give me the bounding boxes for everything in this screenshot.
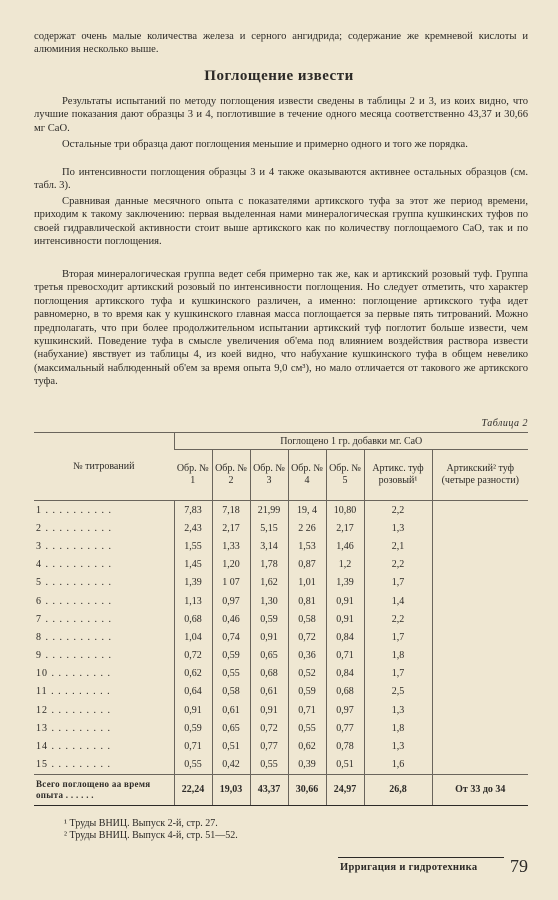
row-label: 8 . . . . . . . . . . <box>36 631 112 643</box>
section-title: Поглощение извести <box>204 68 354 84</box>
table-cell: 0,65 <box>250 647 288 665</box>
column-header: Обр. № 5 <box>326 450 364 501</box>
table-cell: 1,3 <box>364 701 432 719</box>
table-cell: 5,15 <box>250 519 288 537</box>
absorption-table <box>34 432 528 806</box>
table-cell <box>432 737 528 755</box>
table-cell <box>432 574 528 592</box>
paragraph-2: Остальные три образца дают поглощения меньшие и примерно одного и того же порядка. <box>62 139 468 150</box>
table-cell: 1,7 <box>364 665 432 683</box>
table-cell: 0,64 <box>174 683 212 701</box>
row-label: 14 . . . . . . . . . <box>36 741 111 753</box>
table-row <box>34 737 528 755</box>
column-header: Обр. № 1 <box>174 450 212 501</box>
row-label: 15 . . . . . . . . . <box>36 759 111 771</box>
table-cell: 0,61 <box>250 683 288 701</box>
table-cell: 0,84 <box>326 665 364 683</box>
table-cell: 1,7 <box>364 628 432 646</box>
table-cell: 1,2 <box>326 556 364 574</box>
table-cell: 2,2 <box>364 501 432 520</box>
column-header: Обр. № 2 <box>212 450 250 501</box>
table-cell: 0,91 <box>250 701 288 719</box>
row-label: 10 . . . . . . . . . <box>36 668 111 680</box>
table-cell: 0,55 <box>250 756 288 775</box>
table-cell: 1,78 <box>250 556 288 574</box>
footnote-1: ¹ Труды ВНИЦ. Выпуск 2-й, стр. 27. <box>64 818 218 829</box>
column-header: Артикс. туф розовый¹ <box>364 450 432 501</box>
table-cell: 1,04 <box>174 628 212 646</box>
table-cell: 1,30 <box>250 592 288 610</box>
table-cell: 0,59 <box>288 683 326 701</box>
table-cell: 1,55 <box>174 537 212 555</box>
table-cell: 0,72 <box>174 647 212 665</box>
table-cell: 1,39 <box>326 574 364 592</box>
table-cell: 2,5 <box>364 683 432 701</box>
table-cell: 0,97 <box>212 592 250 610</box>
table-row <box>34 537 528 555</box>
table-cell: 10,80 <box>326 501 364 520</box>
table-row <box>34 592 528 610</box>
table-row <box>34 628 528 646</box>
table-cell: 7,83 <box>174 501 212 520</box>
table-cell <box>432 592 528 610</box>
table-cell: 0,91 <box>326 610 364 628</box>
table-cell: 1,7 <box>364 574 432 592</box>
table-cell: 0,91 <box>326 592 364 610</box>
paragraph-1: Результаты испытаний по методу поглощения извести сведены в таблицы 2 и 3, из коих видно, что лучшие показания дают образцы 3 и 4, поглотившие в течение одного месяца соответственно 43,37 и 30,66 мг CaO. <box>34 96 528 134</box>
table-cell: 0,77 <box>250 737 288 755</box>
table-cell: 1,6 <box>364 756 432 775</box>
total-cell: 19,03 <box>212 774 250 805</box>
table-cell: 0,55 <box>174 756 212 775</box>
row-label: 6 . . . . . . . . . . <box>36 595 112 607</box>
total-cell: 43,37 <box>250 774 288 805</box>
total-cell: 30,66 <box>288 774 326 805</box>
table-cell: 0,77 <box>326 719 364 737</box>
row-label: 1 . . . . . . . . . . <box>36 504 112 516</box>
table-cell: 19, 4 <box>288 501 326 520</box>
footer-rule <box>338 857 504 858</box>
table-cell: 2,17 <box>326 519 364 537</box>
table-row <box>34 701 528 719</box>
row-label: 7 . . . . . . . . . . <box>36 613 112 625</box>
table-cell: 0,84 <box>326 628 364 646</box>
table-cell: 1,53 <box>288 537 326 555</box>
table-cell: 0,39 <box>288 756 326 775</box>
row-label: 13 . . . . . . . . . <box>36 722 111 734</box>
table-cell: 0,71 <box>326 647 364 665</box>
table-row <box>34 556 528 574</box>
row-label: 3 . . . . . . . . . . <box>36 540 112 552</box>
total-cell: 22,24 <box>174 774 212 805</box>
table-cell: 0,52 <box>288 665 326 683</box>
table-row <box>34 665 528 683</box>
table-cell <box>432 519 528 537</box>
table-cell: 1,33 <box>212 537 250 555</box>
table-row <box>34 756 528 775</box>
table-cell: 0,59 <box>212 647 250 665</box>
table-cell: 0,59 <box>250 610 288 628</box>
column-header: Обр. № 4 <box>288 450 326 501</box>
table-cell: 2,1 <box>364 537 432 555</box>
row-label: 4 . . . . . . . . . . <box>36 559 112 571</box>
table-cell: 0,59 <box>174 719 212 737</box>
table-cell: 0,74 <box>212 628 250 646</box>
table-cell: 2,2 <box>364 610 432 628</box>
table-row <box>34 719 528 737</box>
table-cell: 1 07 <box>212 574 250 592</box>
table-cell: 1,8 <box>364 647 432 665</box>
table-cell: 1,4 <box>364 592 432 610</box>
table-cell: 0,91 <box>174 701 212 719</box>
table-cell: 1,01 <box>288 574 326 592</box>
table-body <box>34 501 528 806</box>
paragraph-3: По интенсивности поглощения образцы 3 и 4 также оказываются активнее остальных образцов (см. табл. 3). <box>34 167 528 192</box>
table-cell: 0,58 <box>288 610 326 628</box>
table-cell: 7,18 <box>212 501 250 520</box>
table-cell: 0,97 <box>326 701 364 719</box>
table-cell: 0,72 <box>250 719 288 737</box>
total-row <box>34 774 528 805</box>
total-cell: От 33 до 34 <box>432 774 528 805</box>
table-cell: 0,46 <box>212 610 250 628</box>
table-cell <box>432 610 528 628</box>
table-cell: 2,2 <box>364 556 432 574</box>
row-label: 5 . . . . . . . . . . <box>36 577 112 589</box>
table-cell: 0,62 <box>288 737 326 755</box>
table-cell: 0,51 <box>326 756 364 775</box>
table-row <box>34 683 528 701</box>
table-cell: 0,68 <box>174 610 212 628</box>
top-paragraph: содержат очень малые количества железа и серного ангидрида; содержание же кремневой кислоты и алюминия несколько выше. <box>34 31 528 56</box>
table-cell: 1,39 <box>174 574 212 592</box>
table-cell: 0,91 <box>250 628 288 646</box>
paragraph-4: Сравнивая данные месячного опыта с показателями артикского туфа за этот же период времени, приходим к такому заключению: первая выделенная нами минералогическая группа кушкинских туфов по своей гидравлической активности стоит выше артикского как по количеству поглощаемого CaO, так и по интенсивности поглощения. <box>34 196 528 248</box>
table-cell: 0,42 <box>212 756 250 775</box>
table-cell: 0,55 <box>212 665 250 683</box>
table-cell <box>432 556 528 574</box>
table-cell: 1,20 <box>212 556 250 574</box>
row-label: 2 . . . . . . . . . . <box>36 522 112 534</box>
table-cell: 0,78 <box>326 737 364 755</box>
table-cell <box>432 683 528 701</box>
table-cell: 0,71 <box>288 701 326 719</box>
table-cell <box>432 628 528 646</box>
table-cell: 1,45 <box>174 556 212 574</box>
table-cell: 1,13 <box>174 592 212 610</box>
footnote-2: ² Труды ВНИЦ. Выпуск 4-й, стр. 51—52. <box>64 830 238 841</box>
total-cell: 26,8 <box>364 774 432 805</box>
table-caption: Таблица 2 <box>481 418 528 429</box>
table-cell: 0,81 <box>288 592 326 610</box>
table-cell: 1,8 <box>364 719 432 737</box>
total-cell: 24,97 <box>326 774 364 805</box>
page-number: 79 <box>510 856 528 876</box>
table-cell: 1,3 <box>364 737 432 755</box>
table-row <box>34 610 528 628</box>
table-cell <box>432 665 528 683</box>
table-cell <box>432 719 528 737</box>
table-cell: 0,51 <box>212 737 250 755</box>
table-cell: 1,46 <box>326 537 364 555</box>
table-row <box>34 647 528 665</box>
table-cell: 0,61 <box>212 701 250 719</box>
table-cell: 0,65 <box>212 719 250 737</box>
journal-title: Ирригация и гидротехника <box>340 862 478 873</box>
group-header: Поглощено 1 гр. добавки мг. CaO <box>174 433 528 450</box>
table-cell: 1,62 <box>250 574 288 592</box>
column-header: Артикский² туф (четыре разности) <box>432 450 528 501</box>
table-cell: 2,43 <box>174 519 212 537</box>
table-cell: 0,68 <box>326 683 364 701</box>
table-cell <box>432 701 528 719</box>
table-cell: 3,14 <box>250 537 288 555</box>
row-label: 11 . . . . . . . . . <box>36 686 111 698</box>
column-header: Обр. № 3 <box>250 450 288 501</box>
table-cell: 0,36 <box>288 647 326 665</box>
table-cell <box>432 501 528 520</box>
table-cell: 1,3 <box>364 519 432 537</box>
row-header: № титрований <box>34 433 174 501</box>
row-label: 12 . . . . . . . . . <box>36 704 111 716</box>
table-row <box>34 501 528 520</box>
paragraph-5: Вторая минералогическая группа ведет себя примерно так же, как и артикский розовый туф. Группа третья превосходит артикский розовый по интенсивности поглощения. Но следует отметить, что характер поглощения артикского туфа и кушкинского различен, а именно: поглощение артикского туфа идет равномерно, в то время как у кушкинского главная масса поглощается за первые пять титрований. Можно предполагать, что при более продолжительном испытании артикский туф поглотит больше извести, чем кушкинский. Поведение туфа в смысле увеличения об'ема под влиянием воздействия раствора извести (набухание) явствует из таблицы 4, из коей видно, что набухание кушкинского туфа в общем невелико (максимальный наблюденный об'ем за время опыта 9,0 см³), но мало отличается от такового же артикского туфа. <box>34 269 528 388</box>
table-cell: 0,58 <box>212 683 250 701</box>
table-cell <box>432 647 528 665</box>
table-cell: 0,62 <box>174 665 212 683</box>
table-cell: 2,17 <box>212 519 250 537</box>
table-cell: 0,68 <box>250 665 288 683</box>
row-label: 9 . . . . . . . . . . <box>36 650 112 662</box>
table-cell: 0,72 <box>288 628 326 646</box>
table-row <box>34 574 528 592</box>
table-cell: 0,87 <box>288 556 326 574</box>
table-cell: 21,99 <box>250 501 288 520</box>
total-label: Всего поглощено аа время опыта . . . . . . <box>34 774 174 805</box>
table-cell: 0,55 <box>288 719 326 737</box>
table-cell <box>432 756 528 775</box>
table-row <box>34 519 528 537</box>
table-cell: 0,71 <box>174 737 212 755</box>
table-cell: 2 26 <box>288 519 326 537</box>
table-cell <box>432 537 528 555</box>
